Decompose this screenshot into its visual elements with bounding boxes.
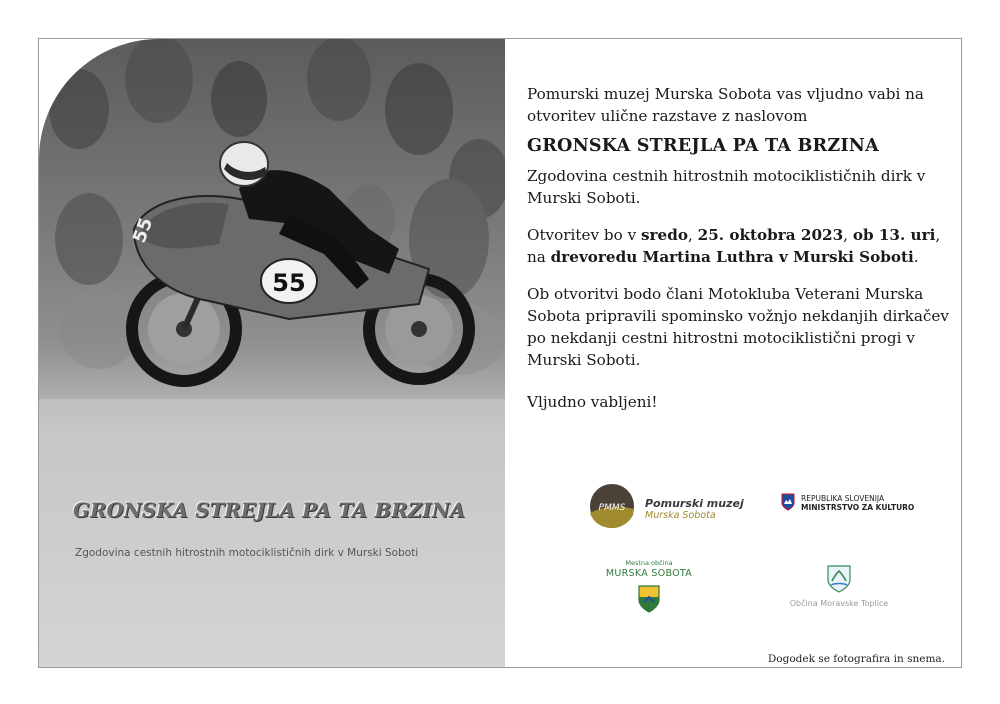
closing-text: Vljudno vabljeni! <box>527 393 658 411</box>
exhibition-title: GRONSKA STREJLA PA TA BRZINA <box>527 135 879 156</box>
ministry-line2: MINISTRSTVO ZA KULTURO <box>801 503 915 512</box>
ministry-line1: REPUBLIKA SLOVENIJA <box>801 494 885 503</box>
opening-place: drevoredu Martina Luthra v Murski Soboti <box>550 248 914 266</box>
invitation-card <box>38 38 962 668</box>
moravske-toplice-label: Občina Moravske Toplice <box>789 599 889 608</box>
opening-time: ob 13. uri <box>852 226 936 244</box>
race-number: 55 <box>272 269 306 297</box>
city-name: MURSKA SOBOTA <box>605 568 693 579</box>
invitation-text <box>527 83 957 413</box>
photo-subtitle: Zgodovina cestnih hitrostnih motociklističnih dirk v Murski Soboti <box>75 547 419 559</box>
museum-logo <box>589 483 744 531</box>
motorcycle-photo <box>39 39 505 667</box>
museum-logo-icon <box>589 483 635 529</box>
ride-text: Ob otvoritvi bodo člani Motokluba Veterani Murska Sobota pripravili spominsko vožnjo nekdanjih dirkačev po nekdanji cestni hitrostni motociklistični progi v Murski Soboti. <box>527 285 949 369</box>
museum-name: Pomurski muzej <box>645 497 744 510</box>
svg-text:PMMS: PMMS <box>598 503 626 513</box>
intro-text: Pomurski muzej Murska Sobota vas vljudno vabi na otvoritev ulične razstave z naslovom <box>527 85 924 125</box>
city-small-label: Mestna občina <box>625 559 673 567</box>
photo-illustration <box>39 39 505 667</box>
svg-text:55: 55 <box>128 214 158 246</box>
moravske-toplice-logo <box>779 565 899 617</box>
slovenia-coat-of-arms-icon <box>781 493 795 511</box>
photo-title: GRONSKA STREJLA PA TA BRZINA <box>73 499 466 522</box>
murska-sobota-logo <box>599 559 699 619</box>
exhibition-subtitle: Zgodovina cestnih hitrostnih motociklističnih dirk v Murski Soboti. <box>527 167 926 207</box>
ministry-logo <box>781 491 931 521</box>
opening-date: 25. oktobra 2023 <box>697 226 844 244</box>
opening-day: sredo <box>641 226 688 244</box>
opening-details: Otvoritev bo v sredo, 25. oktobra 2023, ob 13. uri, na drevoredu Martina Luthra v Murski Soboti. <box>527 226 941 266</box>
city-shield-icon <box>638 585 660 613</box>
footer-note: Dogodek se fotografira in snema. <box>767 653 945 665</box>
moravske-toplice-shield-icon <box>827 565 851 593</box>
museum-city: Murska Sobota <box>645 510 716 521</box>
